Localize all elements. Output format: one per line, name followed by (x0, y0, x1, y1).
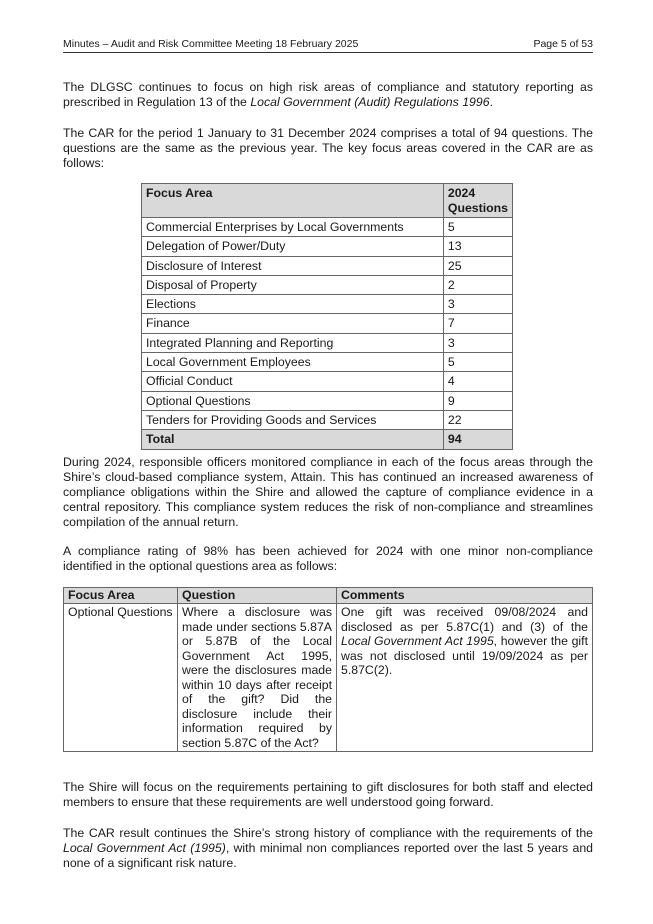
comments-cell (337, 604, 593, 752)
questions-cell: 3 (443, 333, 512, 352)
focus-area-cell: Delegation of Power/Duty (142, 237, 444, 256)
table-row (142, 275, 513, 294)
table-row (142, 218, 513, 237)
table-row (142, 314, 513, 333)
column-header: Comments (337, 588, 593, 604)
question-cell: Where a disclosure was made under sections 5.87A or 5.87B of the Local Government Act 1995, were the disclosures made within 10 days after receipt of the gift? Did the disclosure include their information required by section 5.87C of the Act? (178, 604, 337, 752)
intro-text: The DLGSC continues to focus on high risk areas of compliance and statutory reporting as prescribed in Regulation 13 of the (63, 80, 593, 109)
act-reference: Local Government Act (1995) (63, 841, 226, 855)
page-header (63, 38, 593, 53)
regulation-reference: Local Government (Audit) Regulations 1996 (250, 95, 490, 109)
header-title: Minutes – Audit and Risk Committee Meeting 18 February 2025 (63, 38, 359, 50)
focus-area-cell: Official Conduct (142, 372, 444, 391)
focus-area-cell: Tenders for Providing Goods and Services (142, 410, 444, 429)
questions-cell: 13 (443, 237, 512, 256)
focus-area-cell: Commercial Enterprises by Local Governments (142, 218, 444, 237)
car-paragraph: The CAR for the period 1 January to 31 December 2024 comprises a total of 94 questions. The questions are the same as the previous year. The key focus areas covered in the CAR are as follows: (63, 126, 593, 170)
intro-end: . (489, 95, 493, 109)
questions-cell: 9 (443, 391, 512, 410)
table-header-row (142, 184, 513, 218)
total-row (142, 430, 513, 449)
focus-area-cell: Finance (142, 314, 444, 333)
table-header-row (64, 588, 593, 604)
table-row (142, 372, 513, 391)
column-header: Question (178, 588, 337, 604)
table-row (142, 353, 513, 372)
total-label: Total (142, 430, 444, 449)
questions-cell: 2 (443, 275, 512, 294)
focus-area-cell: Optional Questions (64, 604, 178, 752)
column-header: Focus Area (142, 184, 444, 218)
total-value: 94 (443, 430, 512, 449)
table-row (142, 391, 513, 410)
compliance-rating-paragraph: A compliance rating of 98% has been achieved for 2024 with one minor non-compliance identified in the optional questions area as follows: (63, 544, 593, 573)
car-result-paragraph (63, 826, 593, 871)
table-row (142, 237, 513, 256)
comment-end: , however the gift was not disclosed until 19/09/2024 as per 5.87C(2). (341, 634, 588, 677)
questions-cell: 25 (443, 256, 512, 275)
questions-cell: 7 (443, 314, 512, 333)
page-number: Page 5 of 53 (533, 38, 593, 50)
table-row (64, 604, 593, 752)
monitoring-paragraph: During 2024, responsible officers monitored compliance in each of the focus areas through the Shire’s cloud-based compliance system, Attain. This has continued an increased awareness of compliance obligations within the Shire and allowed the capture of compliance evidence in a central repository. This compliance system reduces the risk of non-compliance and streamlines compilation of the annual return. (63, 455, 593, 529)
table-row (142, 295, 513, 314)
result-text: The CAR result continues the Shire’s strong history of compliance with the requirements of the (63, 826, 593, 840)
non-compliance-table (63, 587, 593, 752)
questions-cell: 5 (443, 218, 512, 237)
questions-cell: 4 (443, 372, 512, 391)
result-end: , with minimal non compliances reported over the last 5 years and none of a significant risk nature. (63, 841, 594, 870)
table-row (142, 333, 513, 352)
focus-area-cell: Local Government Employees (142, 353, 444, 372)
questions-cell: 3 (443, 295, 512, 314)
questions-cell: 22 (443, 410, 512, 429)
column-header: 2024 Questions (443, 184, 512, 218)
questions-cell: 5 (443, 353, 512, 372)
focus-area-table (141, 183, 513, 450)
focus-area-cell: Integrated Planning and Reporting (142, 333, 444, 352)
table-row (142, 256, 513, 275)
comment-text: One gift was received 09/08/2024 and disclosed as per 5.87C(1) and (3) of the (341, 605, 588, 634)
focus-area-cell: Disclosure of Interest (142, 256, 444, 275)
column-header: Focus Area (64, 588, 178, 604)
table-row (142, 410, 513, 429)
focus-area-cell: Optional Questions (142, 391, 444, 410)
act-reference: Local Government Act 1995 (341, 634, 494, 648)
focus-area-cell: Elections (142, 295, 444, 314)
intro-paragraph (63, 80, 593, 110)
focus-area-cell: Disposal of Property (142, 275, 444, 294)
gift-disclosure-paragraph: The Shire will focus on the requirements pertaining to gift disclosures for both staff and elected members to ensure that these requirements are well understood going forward. (63, 780, 593, 809)
